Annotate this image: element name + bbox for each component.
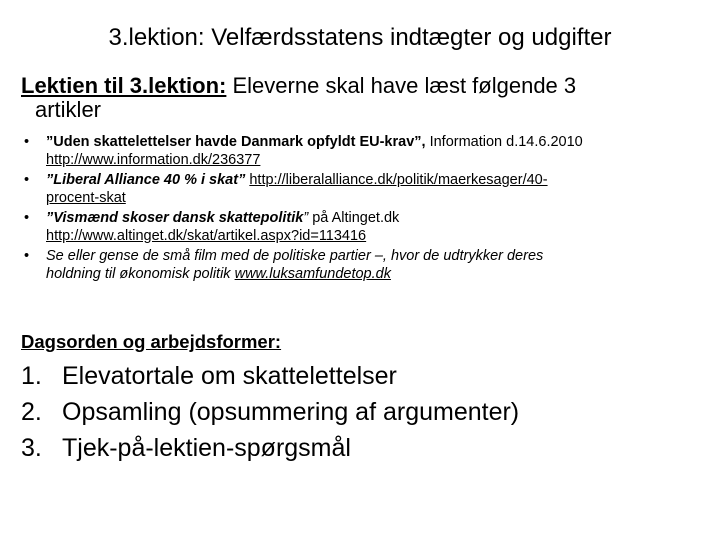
article-link[interactable]: www.luksamfundetop.dk [234,265,391,282]
article-link[interactable]: http://www.information.dk/236377 [46,151,261,168]
article-title: ”Vismænd skoser dansk skattepolitik [46,210,304,226]
article-title: ”Uden skattelettelser havde Danmark opfyldt EU-krav”, [46,134,426,150]
list-item [21,248,701,283]
agenda-item-label: Tjek-på-lektien-spørgsmål [62,434,351,462]
slide-title: 3.lektion: Velfærdsstatens indtægter og udgifter [108,24,612,51]
agenda-item-label: Opsamling (opsummering af argumenter) [62,398,520,426]
list-item [21,394,519,430]
bullet-icon: • [24,134,30,150]
article-title-quote: ” [303,210,309,226]
article-link-part: procent-skat [46,189,126,206]
article-text: holdning til økonomisk politik [46,265,231,282]
list-item [21,134,701,169]
article-text: Se eller gense de små film med de politiske partier –, hvor de udtrykker deres [46,248,544,264]
bullet-icon: • [24,172,30,188]
agenda-number: 2. [21,398,42,426]
agenda-list [21,358,519,466]
article-list [21,134,701,286]
agenda-item-label: Elevatortale om skattelettelser [62,362,397,390]
list-item [21,358,519,394]
article-title: ”Liberal Alliance 40 % i skat” [46,172,246,188]
list-item [21,210,701,245]
agenda-number: 3. [21,434,42,462]
homework-text: Eleverne skal have læst følgende 3 [232,73,577,98]
homework-lead: Lektien til 3.lektion: [21,73,227,98]
agenda-number: 1. [21,362,42,390]
homework-text-cont: artikler [35,97,102,122]
homework-intro [21,74,701,122]
agenda-heading: Dagsorden og arbejdsformer: [21,331,282,352]
list-item [21,172,701,207]
article-link-part: http://liberalalliance.dk/politik/maerkesager/40- [249,172,548,188]
article-source: Information d.14.6.2010 [429,134,583,150]
article-link[interactable]: http://www.altinget.dk/skat/artikel.aspx?id=113416 [46,227,367,244]
bullet-icon: • [24,210,30,226]
bullet-icon: • [24,248,30,264]
list-item [21,430,519,466]
article-source: på Altinget.dk [312,210,400,226]
